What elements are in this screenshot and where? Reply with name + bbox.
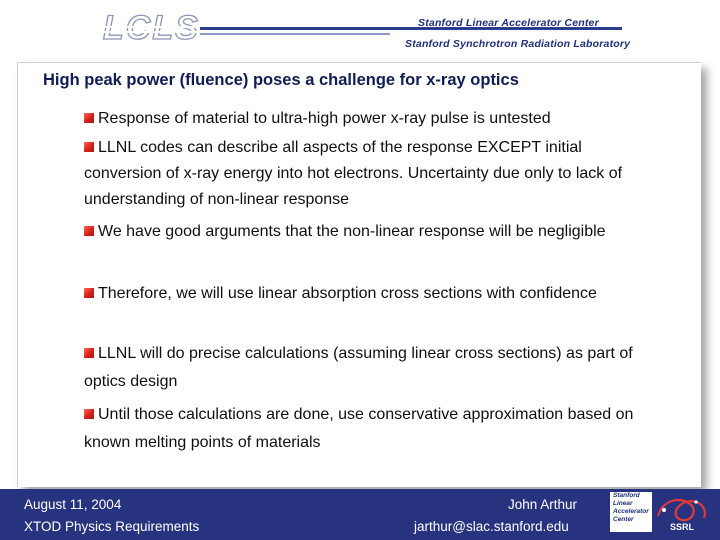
bullet-marker-icon (84, 348, 94, 358)
footer-doc-title: XTOD Physics Requirements (24, 519, 200, 534)
footer-date: August 11, 2004 (24, 497, 122, 512)
bullet-marker-icon (84, 409, 94, 419)
ssrl-logo (652, 490, 712, 534)
bullet-marker-icon (84, 142, 94, 152)
bullet-marker-icon (84, 113, 94, 123)
lcls-logo (98, 8, 208, 48)
bullet-text: Until those calculations are done, use conservative approximation based on known melting points of materials (84, 406, 634, 451)
bullet-text: LLNL will do precise calculations (assuming linear cross sections) as part of optics design (84, 345, 633, 390)
mini-logo-line: Accelerator (613, 508, 649, 515)
bullet-text: LLNL codes can describe all aspects of the response EXCEPT initial conversion of x-ray energy into hot electrons. Uncertainty due only to lack of understanding of non-linear response (84, 139, 623, 208)
slide-title: High peak power (fluence) poses a challenge for x-ray optics (43, 71, 519, 89)
mini-logo-line: Linear (613, 500, 633, 507)
bullet-marker-icon (84, 288, 94, 298)
institution-slac: Stanford Linear Accelerator Center (418, 17, 599, 29)
bullet-text: Response of material to ultra-high power x-ray pulse is untested (98, 110, 551, 127)
bullet-item (84, 135, 639, 221)
slide-header (0, 0, 720, 60)
ssrl-logo-text: SSRL (669, 522, 695, 532)
header-rule-thin (200, 33, 390, 35)
mini-logo-line: Center (613, 516, 634, 523)
bullet-text: We have good arguments that the non-linear response will be negligible (98, 223, 606, 240)
mini-logo-line: Stanford (613, 492, 640, 499)
bullet-item (84, 218, 639, 254)
bullet-item (84, 401, 639, 465)
footer-email: jarthur@slac.stanford.edu (414, 519, 569, 534)
bullet-text: Therefore, we will use linear absorption cross sections with confidence (98, 285, 597, 302)
bullet-marker-icon (84, 226, 94, 236)
bullet-item (84, 340, 639, 404)
slac-mini-logo (610, 492, 656, 532)
bullet-item (84, 280, 639, 316)
institution-ssrl: Stanford Synchrotron Radiation Laboratory (405, 38, 631, 50)
footer-presenter: John Arthur (508, 497, 578, 512)
